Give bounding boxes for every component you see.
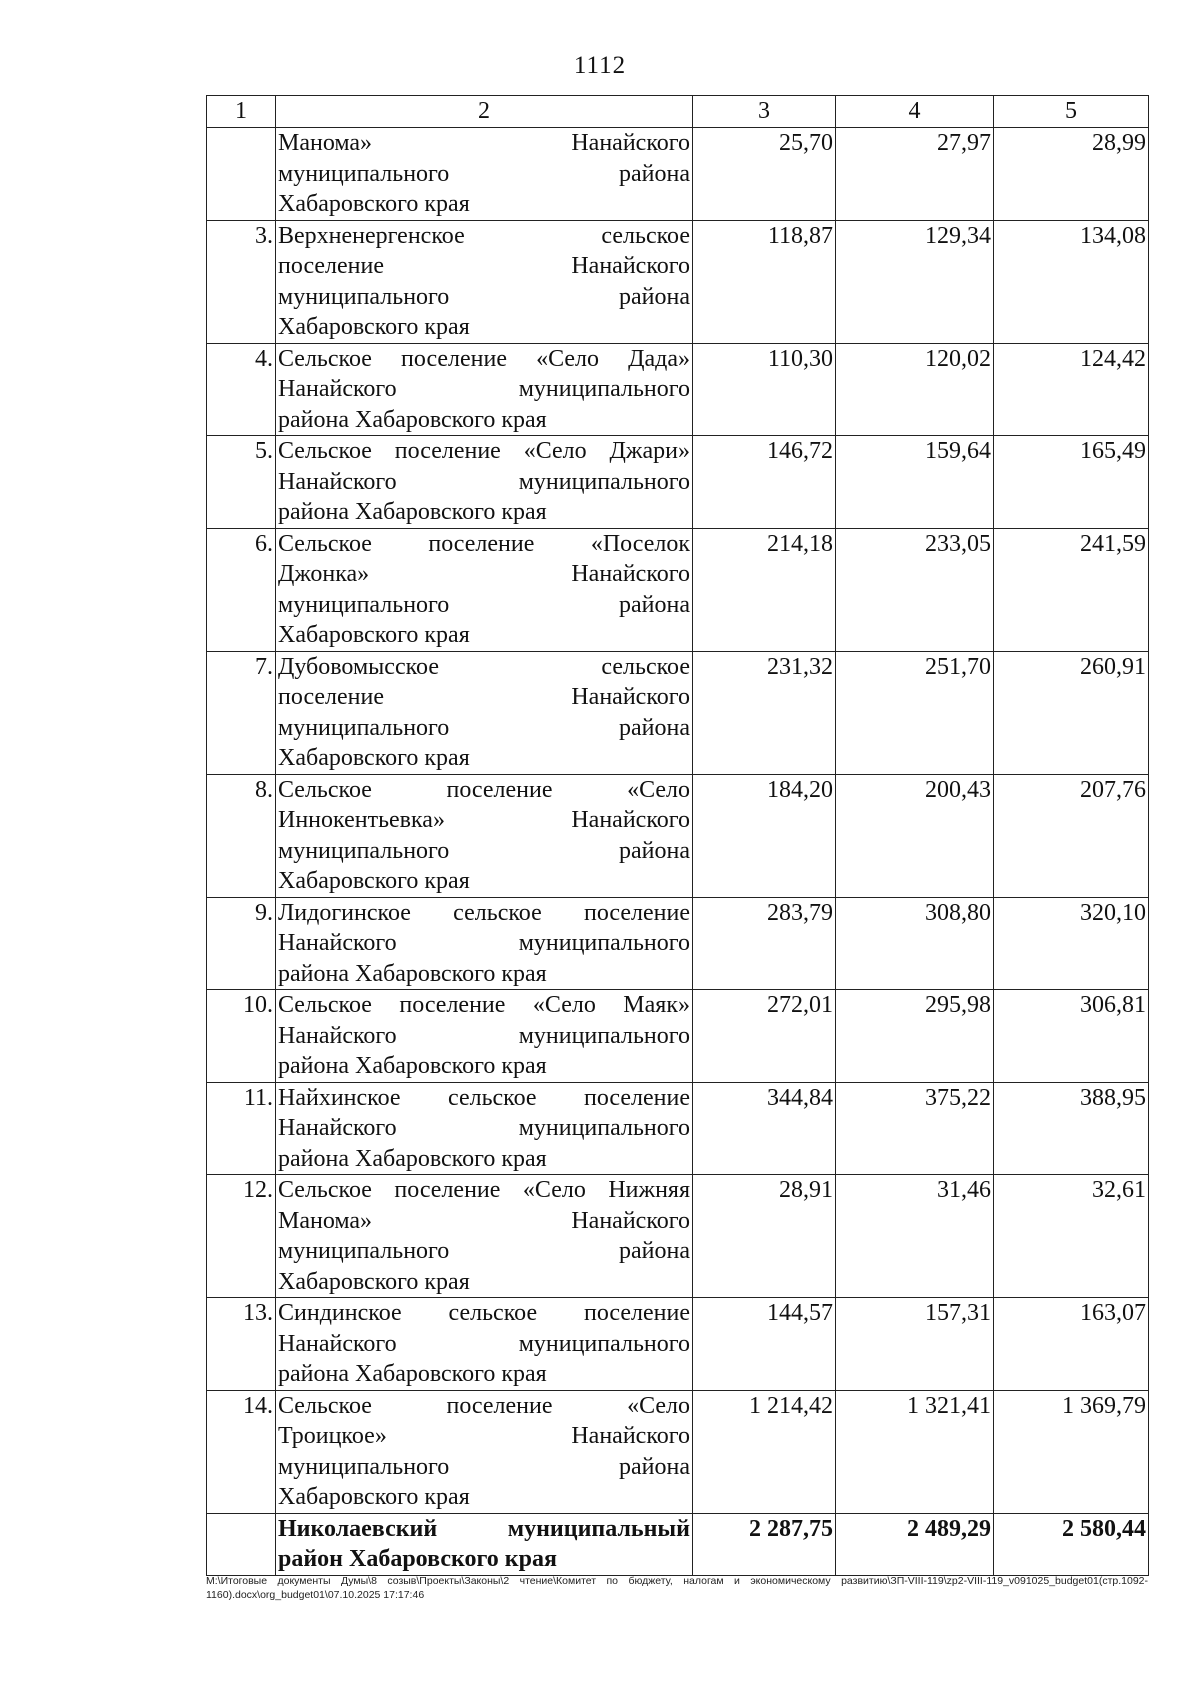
name-line: Сельское поселение «Село Джари» bbox=[278, 438, 690, 464]
municipality-name bbox=[276, 1298, 693, 1391]
table-row bbox=[207, 528, 1149, 651]
value-v4: 120,02 bbox=[836, 343, 994, 436]
value-v4: 31,46 bbox=[836, 1175, 994, 1298]
value-v3: 344,84 bbox=[693, 1082, 836, 1175]
name-line: Хабаровского края bbox=[278, 868, 470, 894]
name-line: район Хабаровского края bbox=[278, 1546, 557, 1572]
value-v4: 1 321,41 bbox=[836, 1390, 994, 1513]
name-line: района Хабаровского края bbox=[278, 960, 547, 987]
table-row bbox=[207, 1390, 1149, 1513]
row-number: 8. bbox=[207, 774, 276, 897]
name-line: Сельское поселение «Поселок bbox=[278, 530, 690, 557]
column-header: 4 bbox=[836, 96, 994, 128]
page-number: 1112 bbox=[573, 52, 627, 79]
name-line: Иннокентьевка» Нанайского bbox=[278, 807, 690, 833]
value-v3: 144,57 bbox=[693, 1298, 836, 1391]
name-line: Нанайского муниципального bbox=[278, 1330, 690, 1357]
value-v3: 110,30 bbox=[693, 343, 836, 436]
table-row bbox=[207, 1082, 1149, 1175]
value-v3: 283,79 bbox=[693, 897, 836, 990]
municipality-name bbox=[276, 343, 693, 436]
value-v5: 163,07 bbox=[994, 1298, 1149, 1391]
name-line: Нанайского муниципального bbox=[278, 1022, 690, 1049]
table-row bbox=[207, 343, 1149, 436]
name-line: Нанайского муниципального bbox=[278, 376, 690, 402]
name-line: Хабаровского края bbox=[278, 622, 470, 648]
value-v4: 27,97 bbox=[836, 128, 994, 221]
value-v4: 251,70 bbox=[836, 651, 994, 774]
row-number: 9. bbox=[207, 897, 276, 990]
table-row bbox=[207, 128, 1149, 221]
value-v5: 32,61 bbox=[994, 1175, 1149, 1298]
municipality-name bbox=[276, 1390, 693, 1513]
name-line: Дубовомысское сельское bbox=[278, 653, 690, 680]
value-v4: 159,64 bbox=[836, 436, 994, 529]
row-number: 10. bbox=[207, 990, 276, 1083]
table-row bbox=[207, 651, 1149, 774]
value-v3: 184,20 bbox=[693, 774, 836, 897]
municipality-name bbox=[276, 1175, 693, 1298]
row-number: 13. bbox=[207, 1298, 276, 1391]
value-v4: 308,80 bbox=[836, 897, 994, 990]
row-number: 14. bbox=[207, 1390, 276, 1513]
value-v5: 28,99 bbox=[994, 128, 1149, 221]
municipality-name bbox=[276, 128, 693, 221]
table-row bbox=[207, 220, 1149, 343]
name-line: Хабаровского края bbox=[278, 1268, 470, 1295]
name-line: района Хабаровского края bbox=[278, 1053, 547, 1079]
name-line: муниципального района bbox=[278, 160, 690, 187]
value-v4: 295,98 bbox=[836, 990, 994, 1083]
municipality-name bbox=[276, 436, 693, 529]
name-line: Сельское поселение «Село Маяк» bbox=[278, 992, 690, 1018]
municipality-name bbox=[276, 220, 693, 343]
name-line: Хабаровского края bbox=[278, 191, 470, 217]
row-number: 4. bbox=[207, 343, 276, 436]
municipality-name bbox=[276, 528, 693, 651]
value-v3: 28,91 bbox=[693, 1175, 836, 1298]
value-v5: 165,49 bbox=[994, 436, 1149, 529]
column-header: 1 bbox=[207, 96, 276, 128]
value-v5: 2 580,44 bbox=[994, 1513, 1149, 1575]
value-v3: 146,72 bbox=[693, 436, 836, 529]
row-number bbox=[207, 128, 276, 221]
row-number: 12. bbox=[207, 1175, 276, 1298]
value-v3: 118,87 bbox=[693, 220, 836, 343]
row-number: 3. bbox=[207, 220, 276, 343]
name-line: района Хабаровского края bbox=[278, 1145, 547, 1172]
row-number: 6. bbox=[207, 528, 276, 651]
name-line: муниципального района bbox=[278, 1453, 690, 1480]
value-v3: 1 214,42 bbox=[693, 1390, 836, 1513]
name-line: поселение Нанайского bbox=[278, 253, 690, 279]
name-line: Синдинское сельское поселение bbox=[278, 1300, 690, 1326]
name-line: Троицкое» Нанайского bbox=[278, 1423, 690, 1449]
table-row bbox=[207, 897, 1149, 990]
name-line: Лидогинское сельское поселение bbox=[278, 899, 690, 926]
name-line: муниципального района bbox=[278, 283, 690, 310]
file-path-footer: M:\Итоговые документы Думы\8 созыв\Проекты\Законы\2 чтение\Комитет по бюджету, налогам и экономическому развитию\ЗП-VIII-119\zp2-VIII-119_v091025_budget01(стр.1092-1160).docx\org_budget01\07.10.2025 17:17:46 bbox=[206, 1575, 1148, 1601]
name-line: Джонка» Нанайского bbox=[278, 561, 690, 587]
name-line: района Хабаровского края bbox=[278, 1361, 547, 1387]
name-line: муниципального района bbox=[278, 837, 690, 864]
value-v4: 200,43 bbox=[836, 774, 994, 897]
name-line: Нанайского муниципального bbox=[278, 1115, 690, 1141]
value-v3: 272,01 bbox=[693, 990, 836, 1083]
name-line: муниципального района bbox=[278, 591, 690, 618]
name-line: Сельское поселение «Село Дада» bbox=[278, 345, 690, 372]
value-v5: 306,81 bbox=[994, 990, 1149, 1083]
value-v4: 129,34 bbox=[836, 220, 994, 343]
municipality-name bbox=[276, 774, 693, 897]
row-number bbox=[207, 1513, 276, 1575]
name-line: Верхненергенское сельское bbox=[278, 222, 690, 249]
value-v5: 134,08 bbox=[994, 220, 1149, 343]
table-row bbox=[207, 990, 1149, 1083]
municipality-name bbox=[276, 1513, 693, 1575]
value-v4: 233,05 bbox=[836, 528, 994, 651]
name-line: Хабаровского края bbox=[278, 314, 470, 340]
municipality-name bbox=[276, 897, 693, 990]
name-line: района Хабаровского края bbox=[278, 499, 547, 525]
row-number: 11. bbox=[207, 1082, 276, 1175]
value-v5: 124,42 bbox=[994, 343, 1149, 436]
value-v3: 214,18 bbox=[693, 528, 836, 651]
column-header: 2 bbox=[276, 96, 693, 128]
municipality-name bbox=[276, 651, 693, 774]
value-v3: 2 287,75 bbox=[693, 1513, 836, 1575]
name-line: Хабаровского края bbox=[278, 745, 470, 771]
name-line: Манома» Нанайского bbox=[278, 1207, 690, 1234]
table-row bbox=[207, 1298, 1149, 1391]
table-row bbox=[207, 1175, 1149, 1298]
name-line: муниципального района bbox=[278, 714, 690, 741]
name-line: муниципального района bbox=[278, 1238, 690, 1264]
name-line: Нанайского муниципального bbox=[278, 930, 690, 956]
name-line: Манома» Нанайского bbox=[278, 130, 690, 156]
name-line: поселение Нанайского bbox=[278, 684, 690, 710]
row-number: 5. bbox=[207, 436, 276, 529]
name-line: Сельское поселение «Село Нижняя bbox=[278, 1177, 690, 1203]
municipality-name bbox=[276, 990, 693, 1083]
value-v5: 320,10 bbox=[994, 897, 1149, 990]
value-v5: 207,76 bbox=[994, 774, 1149, 897]
name-line: Сельское поселение «Село bbox=[278, 776, 690, 803]
budget-table bbox=[206, 95, 1149, 1576]
value-v5: 260,91 bbox=[994, 651, 1149, 774]
value-v3: 231,32 bbox=[693, 651, 836, 774]
name-line: Найхинское сельское поселение bbox=[278, 1084, 690, 1111]
table-row bbox=[207, 436, 1149, 529]
value-v5: 388,95 bbox=[994, 1082, 1149, 1175]
table-row bbox=[207, 774, 1149, 897]
value-v4: 157,31 bbox=[836, 1298, 994, 1391]
municipality-name bbox=[276, 1082, 693, 1175]
value-v5: 1 369,79 bbox=[994, 1390, 1149, 1513]
column-header: 5 bbox=[994, 96, 1149, 128]
value-v4: 2 489,29 bbox=[836, 1513, 994, 1575]
name-line: района Хабаровского края bbox=[278, 406, 547, 433]
value-v4: 375,22 bbox=[836, 1082, 994, 1175]
value-v3: 25,70 bbox=[693, 128, 836, 221]
name-line: Нанайского муниципального bbox=[278, 468, 690, 495]
name-line: Николаевский муниципальный bbox=[278, 1515, 690, 1542]
table-header-row bbox=[207, 96, 1149, 128]
value-v5: 241,59 bbox=[994, 528, 1149, 651]
total-row bbox=[207, 1513, 1149, 1575]
row-number: 7. bbox=[207, 651, 276, 774]
name-line: Сельское поселение «Село bbox=[278, 1392, 690, 1419]
name-line: Хабаровского края bbox=[278, 1484, 470, 1510]
column-header: 3 bbox=[693, 96, 836, 128]
